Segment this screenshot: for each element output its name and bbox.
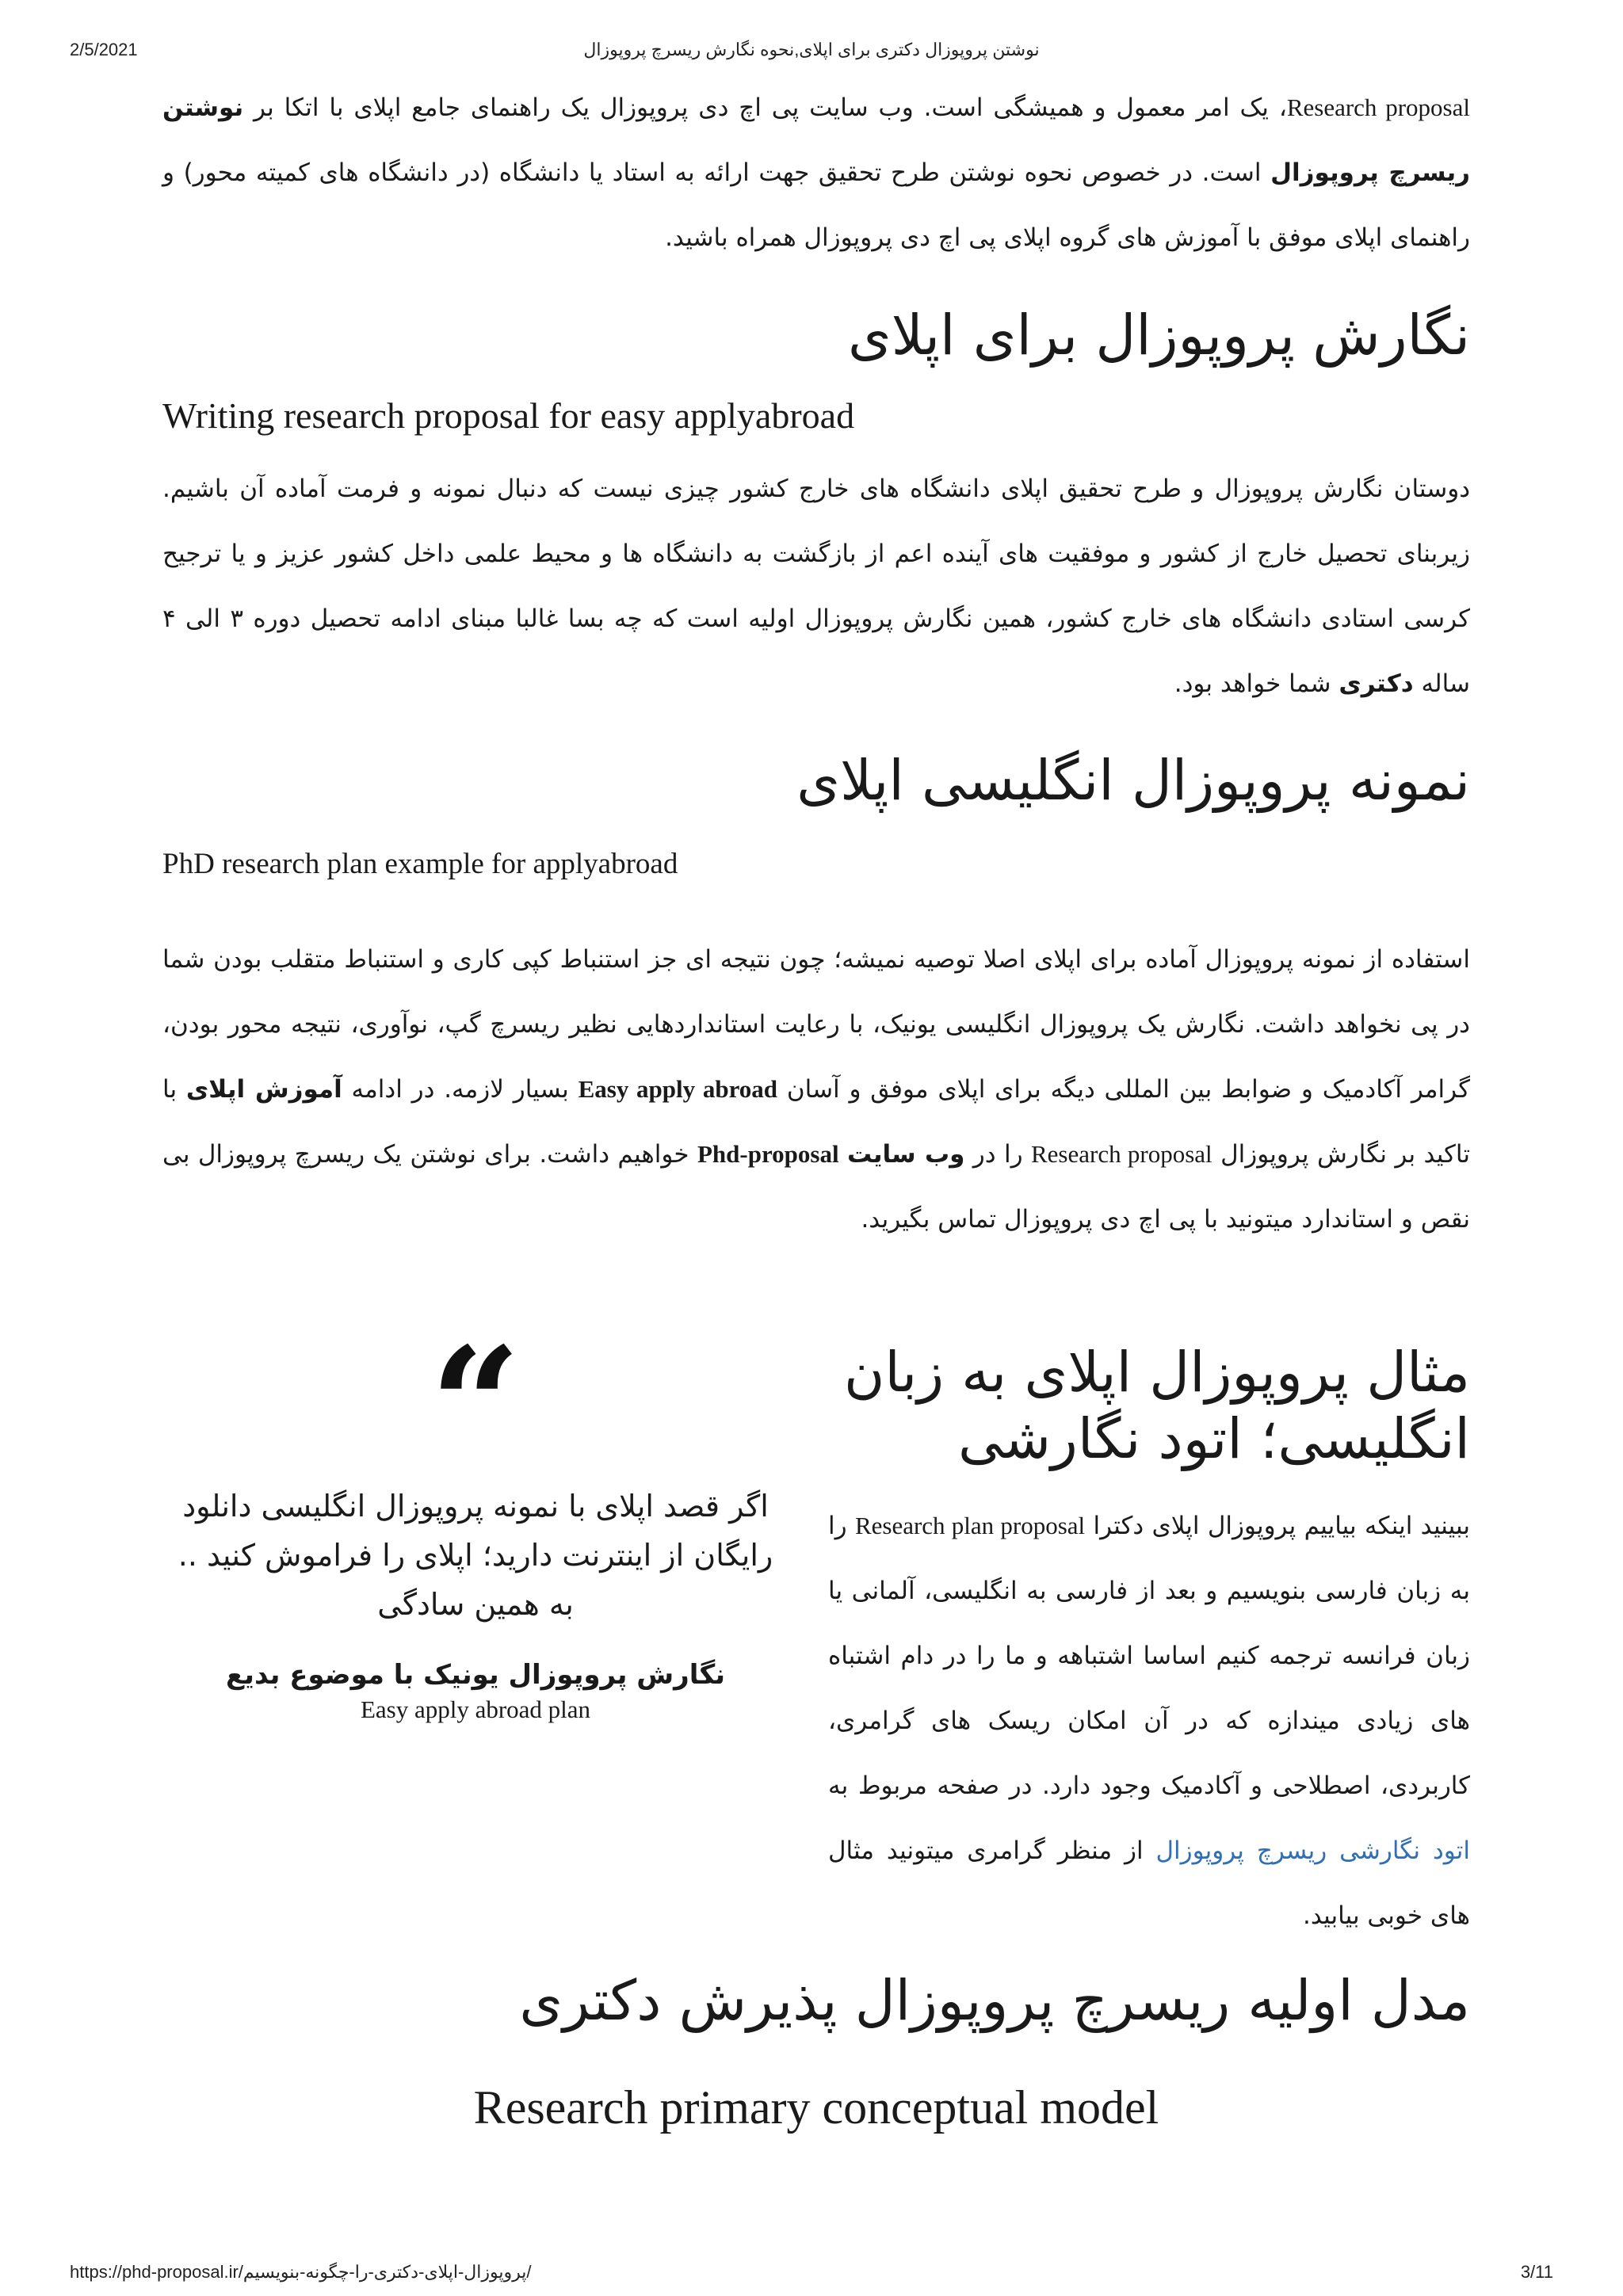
section-3-text-c: از منظر گرامری میتونید مثال های خوبی بیابید.: [828, 1836, 1470, 1930]
section-2-en-bold-2: Phd-proposal: [697, 1140, 839, 1168]
print-date: 2/5/2021: [70, 40, 138, 59]
section-1-bold: دکتری: [1338, 669, 1414, 698]
section-2-text-b: بسیار لازمه. در ادامه: [351, 1075, 569, 1104]
section-3-link[interactable]: اتود نگارشی ریسرچ پروپوزال: [1155, 1836, 1471, 1865]
page-number: 3/11: [1520, 2262, 1553, 2282]
section-1-text-a: دوستان نگارش پروپوزال و طرح تحقیق اپلای دانشگاه های خارج کشور چیزی نیست که دنبال نمونه و فرمت آماده آن باشیم. زیربنای تحصیل خارج از کشور و موفقیت های آینده اعم از بازگشت به دانشگاه ها و محیط علمی داخل کشور عزیز و یا ترجیح کرسی استادی دانشگاه های خارج کشور، همین نگارش پروپوزال اولیه است که چه بسا غالبا مبنای ادامه تحصیل دوره ۳ الی ۴ ساله: [162, 475, 1470, 698]
section-2-bold: آموزش اپلای: [185, 1075, 342, 1104]
section-2-paragraph: [162, 927, 1470, 1252]
print-title: نوشتن پروپوزال دکتری برای اپلای,نحوه نگارش ریسرچ پروپوزال: [583, 40, 1040, 59]
intro-en-term: Research proposal: [1286, 93, 1470, 121]
intro-paragraph: [162, 75, 1470, 270]
section-3-text-a: ببینید اینکه بیاییم پروپوزال اپلای دکترا: [1093, 1512, 1470, 1540]
section-2: [162, 745, 1470, 816]
section-1-body: [162, 456, 1470, 716]
quote-title: نگارش پروپوزال یونیک با موضوع بدیع: [225, 1659, 726, 1691]
intro-text-a: ، یک امر معمول و همیشگی است. وب سایت پی اچ دی پروپوزال یک راهنمای جامع اپلای با اتکا بر: [254, 93, 1287, 122]
section-3-en: Research plan proposal: [854, 1512, 1086, 1539]
section-4-subtitle: Research primary conceptual model: [473, 2081, 1159, 2134]
section-1-text-b: شما خواهد بود.: [1174, 669, 1331, 698]
section-2-subtitle: PhD research plan example for applyabroad: [162, 848, 678, 880]
quote-text: اگر قصد اپلای با نمونه پروپوزال انگلیسی دانلود رایگان از اینترنت دارید؛ اپلای را فراموش کنید .. به همین سادگی: [178, 1489, 773, 1622]
section-2-text-c: با تاکید بر نگارش پروپوزال: [162, 1075, 1470, 1169]
section-2-bold-2: وب سایت: [847, 1140, 965, 1169]
section-2-heading: نمونه پروپوزال انگلیسی اپلای: [796, 748, 1470, 813]
section-4-heading: مدل اولیه ریسرچ پروپوزال پذیرش دکتری: [519, 1968, 1470, 2033]
section-3-body-narrow: [828, 1493, 1470, 1948]
page-url: https://phd-proposal.ir/پروپوزال-اپلای-دکتری-را-چگونه-بنویسیم/: [70, 2262, 532, 2282]
intro-bold: نوشتن ریسرچ پروپوزال: [162, 93, 1471, 187]
quote-mark-icon: “: [430, 1313, 521, 1499]
section-2-text-e: خواهیم داشت. برای نوشتن یک ریسرچ پروپوزال بی نقص و استاندارد میتونید با پی اچ دی پروپوزال تماس بگیرید.: [162, 1140, 1470, 1234]
section-1-paragraph: [162, 456, 1470, 716]
section-3-heading: مثال پروپوزال اپلای به زبان انگلیسی؛ اتود نگارشی: [844, 1340, 1470, 1471]
section-3-paragraph: [828, 1493, 1470, 1948]
section-2-en-bold: Easy apply abroad: [578, 1075, 778, 1103]
section-2-body: [162, 927, 1470, 1252]
section-1-subtitle: Writing research proposal for easy applyabroad: [162, 395, 855, 436]
section-3-text-b: را به زبان فارسی بنویسیم و بعد از فارسی به انگلیسی، آلمانی یا زبان فرانسه ترجمه کنیم اساسا اشتباهه و ما را در دام اشتباه های زیادی میندازه که در آن امکان ریسک های گرامری، کاربردی، اصطلاحی و آکادمیک وجود دارد. در صفحه مربوط به: [828, 1512, 1470, 1800]
intro-text-b: است. در خصوص نحوه نوشتن طرح تحقیق جهت ارائه به استاد یا دانشگاه (در دانشگاه های کمیته محور) و راهنمای اپلای موفق با آموزش های گروه اپلای پی اچ دی پروپوزال همراه باشید.: [162, 158, 1470, 252]
section-1: [162, 299, 1470, 371]
pull-quote: [162, 1313, 789, 1724]
section-2-text-d: را در: [972, 1140, 1023, 1169]
intro-section: [162, 75, 1470, 270]
section-2-text-a: استفاده از نمونه پروپوزال آماده برای اپلای اصلا توصیه نمیشه؛ چون نتیجه ای جز استنباط کپی کاری و استنباط متقلب بودن شما در پی نخواهد داشت. نگارش یک پروپوزال انگلیسی یونیک، با رعایت استانداردهایی نظیر ریسرچ گپ، نوآوری، نتیجه محور بودن، گرامر آکادمیک و ضوابط بین المللی دیگه برای اپلای موفق و آسان: [162, 945, 1471, 1104]
section-2-en: Research proposal: [1031, 1140, 1212, 1168]
quote-subtitle: Easy apply abroad plan: [360, 1695, 591, 1723]
section-4: [162, 1965, 1470, 2036]
section-3: [828, 1339, 1470, 1472]
section-1-heading: نگارش پروپوزال برای اپلای: [848, 303, 1470, 368]
